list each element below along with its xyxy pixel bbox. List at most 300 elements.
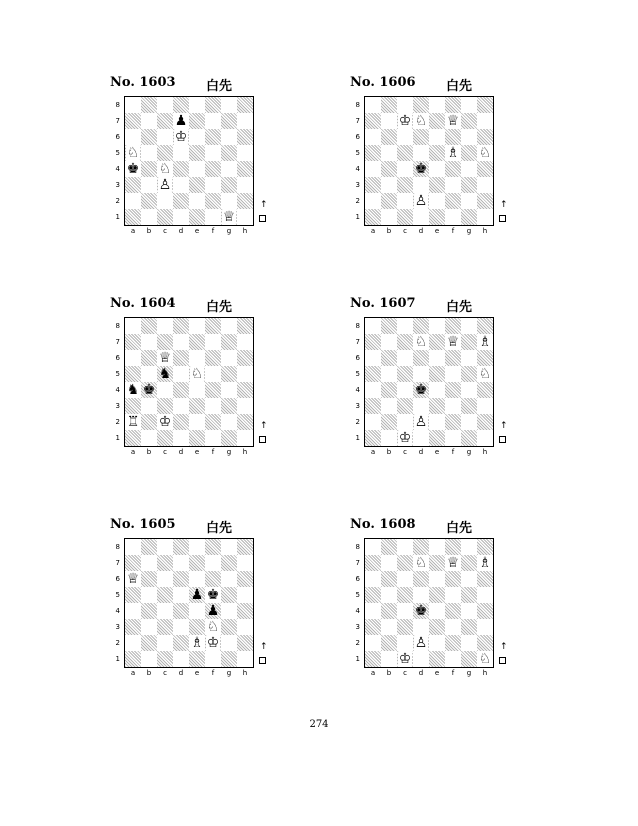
square-b3 (381, 619, 397, 635)
square-d5 (173, 587, 189, 603)
square-h8 (477, 318, 493, 334)
square-d4 (173, 603, 189, 619)
square-d1 (413, 651, 429, 667)
square-e4 (429, 161, 445, 177)
square-d6 (173, 350, 189, 366)
rank-label: 2 (115, 418, 120, 426)
square-h3 (477, 619, 493, 635)
rank-label: 7 (115, 559, 120, 567)
file-label: e (194, 669, 200, 677)
chess-piece-icon: ♗ (478, 555, 492, 571)
side-to-move: 白先 (446, 79, 473, 94)
white-to-move-icon (498, 201, 508, 225)
square-g4 (461, 382, 477, 398)
square-a2 (125, 414, 141, 430)
square-h2 (477, 414, 493, 430)
square-d7 (173, 113, 189, 129)
square-e8 (189, 539, 205, 555)
arrow-up-icon: ↑ (260, 421, 268, 431)
file-label: a (130, 227, 136, 235)
square-d4 (413, 382, 429, 398)
square-g2 (221, 414, 237, 430)
chess-piece-icon: ♗ (478, 334, 492, 350)
square-a3 (125, 398, 141, 414)
square-b8 (381, 539, 397, 555)
square-e5 (189, 366, 205, 382)
square-b7 (381, 113, 397, 129)
square-c7 (397, 113, 413, 129)
chess-piece-icon: ♙ (414, 414, 428, 430)
square-a5 (125, 587, 141, 603)
square-d2 (173, 635, 189, 651)
square-e4 (429, 382, 445, 398)
chess-piece-icon: ♟ (174, 113, 188, 129)
rank-label: 6 (355, 133, 360, 141)
square-c4 (157, 382, 173, 398)
rank-label: 8 (355, 322, 360, 330)
rank-label: 6 (355, 354, 360, 362)
square-h5 (237, 366, 253, 382)
square-a5 (365, 587, 381, 603)
puzzle-number: No. 1606 (350, 75, 416, 90)
square-b4 (381, 603, 397, 619)
square-b6 (381, 571, 397, 587)
square-f3 (445, 177, 461, 193)
white-to-move-icon (258, 643, 268, 667)
square-g5 (461, 145, 477, 161)
square-a8 (365, 318, 381, 334)
square-e6 (429, 350, 445, 366)
rank-label: 2 (355, 418, 360, 426)
file-label: c (163, 448, 167, 456)
square-h3 (237, 398, 253, 414)
square-e2 (429, 635, 445, 651)
chess-piece-icon: ♘ (414, 334, 428, 350)
square-e8 (429, 539, 445, 555)
rank-label: 4 (355, 165, 360, 173)
square-h2 (477, 635, 493, 651)
square-a7 (365, 555, 381, 571)
square-f8 (445, 539, 461, 555)
square-a2 (125, 193, 141, 209)
square-d1 (413, 209, 429, 225)
square-e3 (429, 619, 445, 635)
square-h3 (477, 177, 493, 193)
square-a1 (365, 209, 381, 225)
chess-piece-icon: ♖ (126, 414, 140, 430)
file-label: b (146, 448, 152, 456)
puzzle-number: No. 1605 (110, 517, 176, 532)
square-f3 (205, 398, 221, 414)
square-c1 (157, 430, 173, 446)
square-e4 (189, 603, 205, 619)
chess-piece-icon: ♞ (126, 382, 140, 398)
square-a7 (365, 113, 381, 129)
square-a3 (365, 619, 381, 635)
chess-piece-icon: ♘ (206, 619, 220, 635)
square-b6 (381, 129, 397, 145)
square-c4 (397, 161, 413, 177)
arrow-up-icon: ↑ (500, 421, 508, 431)
square-a8 (125, 539, 141, 555)
file-label: g (466, 448, 472, 456)
square-f5 (205, 366, 221, 382)
square-e1 (429, 209, 445, 225)
chess-piece-icon: ♘ (414, 113, 428, 129)
rank-label: 5 (355, 149, 360, 157)
chess-piece-icon: ♕ (126, 571, 140, 587)
square-a3 (125, 177, 141, 193)
rank-label: 5 (115, 149, 120, 157)
square-g5 (221, 587, 237, 603)
square-g6 (461, 571, 477, 587)
file-label: d (418, 227, 424, 235)
square-g8 (221, 539, 237, 555)
square-d8 (173, 318, 189, 334)
arrow-up-icon: ↑ (500, 642, 508, 652)
rank-label: 4 (355, 607, 360, 615)
chess-piece-icon: ♕ (446, 334, 460, 350)
square-f1 (205, 209, 221, 225)
square-d7 (413, 334, 429, 350)
square-g7 (461, 113, 477, 129)
square-g4 (461, 161, 477, 177)
rank-label: 1 (355, 655, 360, 663)
square-h4 (477, 161, 493, 177)
square-a4 (125, 382, 141, 398)
square-g8 (461, 97, 477, 113)
square-b7 (381, 334, 397, 350)
square-g2 (221, 193, 237, 209)
square-h7 (477, 334, 493, 350)
square-f7 (205, 555, 221, 571)
square-b8 (141, 318, 157, 334)
rank-label: 1 (115, 655, 120, 663)
square-b1 (141, 651, 157, 667)
file-label: d (178, 669, 184, 677)
square-d4 (413, 161, 429, 177)
square-h5 (237, 145, 253, 161)
chess-piece-icon: ♘ (478, 651, 492, 667)
square-d4 (173, 161, 189, 177)
square-e8 (189, 318, 205, 334)
puzzle-1603 (110, 73, 290, 273)
square-e7 (189, 555, 205, 571)
square-f6 (205, 129, 221, 145)
square-g6 (461, 350, 477, 366)
square-c2 (397, 635, 413, 651)
square-h5 (477, 587, 493, 603)
file-label: d (178, 448, 184, 456)
square-c7 (397, 555, 413, 571)
rank-label: 3 (115, 623, 120, 631)
square-h4 (477, 382, 493, 398)
square-g1 (221, 651, 237, 667)
square-b8 (141, 539, 157, 555)
square-f1 (205, 651, 221, 667)
square-c6 (157, 350, 173, 366)
file-label: f (451, 669, 455, 677)
file-label: f (211, 669, 215, 677)
square-e4 (189, 382, 205, 398)
square-g2 (461, 193, 477, 209)
square-b2 (141, 193, 157, 209)
square-e3 (189, 177, 205, 193)
square-e6 (429, 571, 445, 587)
page-number: 274 (309, 719, 329, 730)
chess-piece-icon: ♚ (414, 382, 428, 398)
square-a2 (365, 193, 381, 209)
square-h5 (237, 587, 253, 603)
square-a4 (125, 161, 141, 177)
square-c2 (157, 414, 173, 430)
square-a1 (125, 651, 141, 667)
square-a4 (125, 603, 141, 619)
square-g6 (221, 350, 237, 366)
square-g6 (221, 571, 237, 587)
square-f7 (205, 334, 221, 350)
file-label: c (403, 448, 407, 456)
chess-board (364, 317, 494, 447)
square-c8 (397, 97, 413, 113)
square-e1 (429, 651, 445, 667)
square-d6 (413, 129, 429, 145)
puzzle-number: No. 1604 (110, 296, 176, 311)
square-b1 (141, 430, 157, 446)
square-g6 (221, 129, 237, 145)
rank-label: 7 (355, 338, 360, 346)
square-c4 (397, 382, 413, 398)
square-g3 (461, 619, 477, 635)
square-d7 (173, 334, 189, 350)
square-g1 (221, 209, 237, 225)
puzzle-1606 (350, 73, 530, 273)
puzzle-title (350, 515, 480, 535)
rank-label: 7 (355, 117, 360, 125)
square-h2 (477, 193, 493, 209)
file-label: b (386, 227, 392, 235)
square-d3 (413, 398, 429, 414)
chess-piece-icon: ♘ (414, 555, 428, 571)
square-f2 (205, 414, 221, 430)
rank-label: 6 (115, 575, 120, 583)
square-g1 (221, 430, 237, 446)
square-c6 (157, 129, 173, 145)
file-label: f (211, 448, 215, 456)
chess-piece-icon: ♔ (206, 635, 220, 651)
square-c1 (397, 651, 413, 667)
square-g7 (461, 334, 477, 350)
square-e7 (429, 113, 445, 129)
rank-label: 7 (115, 117, 120, 125)
rank-label: 6 (115, 133, 120, 141)
square-c2 (397, 414, 413, 430)
square-e1 (429, 430, 445, 446)
chess-piece-icon: ♙ (414, 635, 428, 651)
rank-label: 3 (115, 402, 120, 410)
chess-piece-icon: ♟ (206, 603, 220, 619)
chess-piece-icon: ♘ (158, 161, 172, 177)
square-h3 (237, 619, 253, 635)
file-label: d (178, 227, 184, 235)
puzzle-number: No. 1607 (350, 296, 416, 311)
square-d1 (173, 209, 189, 225)
square-b4 (141, 161, 157, 177)
square-d5 (173, 366, 189, 382)
square-a8 (365, 97, 381, 113)
square-a5 (365, 145, 381, 161)
square-a3 (365, 177, 381, 193)
square-b3 (141, 177, 157, 193)
square-b5 (381, 587, 397, 603)
square-b5 (141, 145, 157, 161)
square-d7 (173, 555, 189, 571)
square-c1 (157, 209, 173, 225)
chess-piece-icon: ♚ (142, 382, 156, 398)
square-f3 (205, 177, 221, 193)
side-to-move: 白先 (206, 79, 233, 94)
chess-piece-icon: ♘ (190, 366, 204, 382)
square-e5 (189, 587, 205, 603)
square-h1 (237, 430, 253, 446)
square-e7 (189, 334, 205, 350)
square-e5 (429, 366, 445, 382)
chess-piece-icon: ♔ (398, 113, 412, 129)
square-e4 (189, 161, 205, 177)
square-b1 (381, 209, 397, 225)
file-label: a (130, 669, 136, 677)
square-c5 (397, 366, 413, 382)
square-b7 (141, 113, 157, 129)
square-c2 (397, 193, 413, 209)
square-d6 (173, 129, 189, 145)
chess-piece-icon: ♚ (414, 161, 428, 177)
square-e2 (189, 193, 205, 209)
square-b4 (381, 161, 397, 177)
rank-label: 1 (355, 434, 360, 442)
square-a6 (125, 129, 141, 145)
square-e3 (189, 619, 205, 635)
chess-piece-icon: ♘ (478, 145, 492, 161)
square-a7 (125, 334, 141, 350)
square-d8 (413, 318, 429, 334)
square-a6 (125, 571, 141, 587)
file-label: e (434, 448, 440, 456)
square-h6 (237, 129, 253, 145)
square-f5 (445, 366, 461, 382)
square-a1 (365, 430, 381, 446)
side-to-move: 白先 (446, 300, 473, 315)
square-d2 (413, 193, 429, 209)
square-e7 (429, 555, 445, 571)
square-h1 (237, 209, 253, 225)
square-h3 (477, 398, 493, 414)
square-h5 (477, 366, 493, 382)
rank-label: 2 (115, 639, 120, 647)
square-c5 (157, 145, 173, 161)
square-f5 (205, 587, 221, 603)
puzzle-1605 (110, 515, 290, 715)
square-g3 (461, 177, 477, 193)
file-label: h (482, 227, 488, 235)
square-h4 (237, 161, 253, 177)
rank-label: 8 (115, 101, 120, 109)
file-label: h (242, 448, 248, 456)
rank-label: 1 (115, 434, 120, 442)
square-c8 (157, 318, 173, 334)
square-c6 (397, 129, 413, 145)
white-to-move-icon (258, 422, 268, 446)
square-b3 (381, 177, 397, 193)
square-b2 (141, 414, 157, 430)
rank-label: 8 (355, 101, 360, 109)
puzzle-number: No. 1608 (350, 517, 416, 532)
square-g8 (221, 97, 237, 113)
square-d3 (413, 177, 429, 193)
square-h7 (477, 555, 493, 571)
square-a3 (365, 398, 381, 414)
square-b5 (141, 587, 157, 603)
square-c4 (157, 603, 173, 619)
square-f2 (445, 635, 461, 651)
square-d1 (413, 430, 429, 446)
square-g4 (221, 382, 237, 398)
square-e1 (189, 651, 205, 667)
square-g8 (221, 318, 237, 334)
square-e1 (189, 209, 205, 225)
square-a4 (365, 382, 381, 398)
chess-piece-icon: ♕ (446, 113, 460, 129)
square-a6 (365, 350, 381, 366)
square-b1 (381, 430, 397, 446)
square-f2 (445, 193, 461, 209)
square-e3 (429, 398, 445, 414)
file-label: c (403, 669, 407, 677)
square-g5 (461, 587, 477, 603)
square-g3 (461, 398, 477, 414)
square-d2 (173, 193, 189, 209)
square-a1 (365, 651, 381, 667)
square-f8 (205, 97, 221, 113)
square-c5 (157, 366, 173, 382)
square-b5 (381, 145, 397, 161)
square-c3 (397, 619, 413, 635)
chess-board (124, 538, 254, 668)
square-d8 (413, 97, 429, 113)
square-d3 (173, 177, 189, 193)
file-label: f (211, 227, 215, 235)
square-c5 (157, 587, 173, 603)
square-h6 (477, 571, 493, 587)
square-c3 (397, 398, 413, 414)
square-e5 (429, 145, 445, 161)
rank-label: 5 (115, 370, 120, 378)
file-label: a (370, 448, 376, 456)
rank-label: 8 (115, 543, 120, 551)
rank-label: 3 (355, 623, 360, 631)
chess-piece-icon: ♔ (158, 414, 172, 430)
square-a2 (365, 414, 381, 430)
square-a4 (365, 603, 381, 619)
square-f6 (445, 129, 461, 145)
square-f6 (445, 350, 461, 366)
square-f8 (205, 318, 221, 334)
rank-label: 5 (115, 591, 120, 599)
square-f1 (445, 209, 461, 225)
square-d5 (173, 145, 189, 161)
square-h6 (237, 571, 253, 587)
chess-piece-icon: ♘ (126, 145, 140, 161)
